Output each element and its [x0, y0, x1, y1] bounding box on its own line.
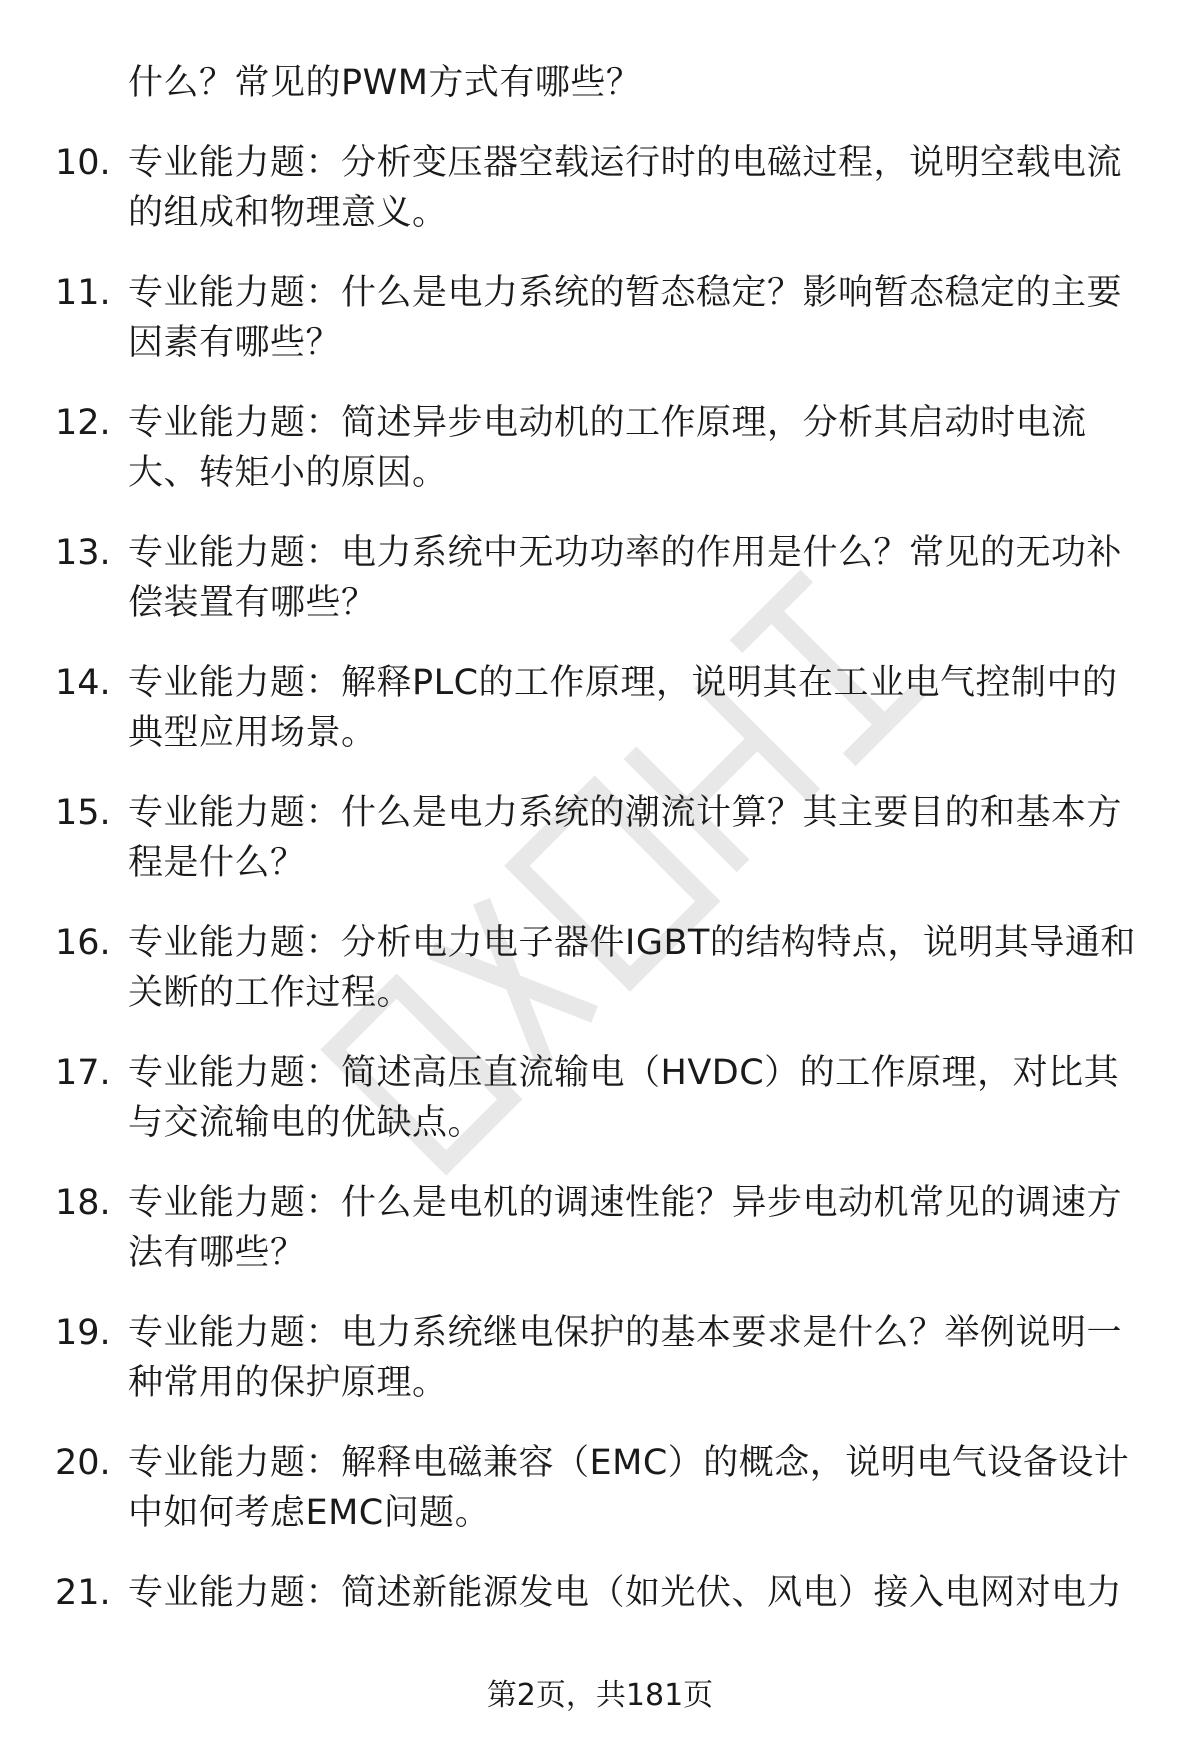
- question-text: 专业能力题：简述新能源发电（如光伏、风电）接入电网对电力: [128, 1573, 1123, 1613]
- question-text: 专业能力题：简述异步电动机的工作原理，分析其启动时电流大、转矩小的原因。: [128, 403, 1087, 493]
- question-item-19: [0, 1308, 1200, 1408]
- question-item-15: [0, 788, 1200, 888]
- question-number: 18.: [55, 1183, 111, 1223]
- question-text: 什么？常见的PWM方式有哪些？: [128, 63, 642, 103]
- question-number: 10.: [55, 143, 111, 183]
- page-number-footer: 第2页，共181页: [486, 1678, 714, 1713]
- question-item-13: [0, 528, 1200, 628]
- question-item-21: [0, 1568, 1200, 1618]
- question-text: 专业能力题：什么是电力系统的潮流计算？其主要目的和基本方程是什么？: [128, 793, 1123, 883]
- question-number: 15.: [55, 793, 111, 833]
- question-item-10: [0, 138, 1200, 238]
- question-number: 16.: [55, 923, 111, 963]
- question-number: 17.: [55, 1053, 111, 1093]
- question-number: 19.: [55, 1313, 111, 1353]
- question-continuation: [0, 58, 1200, 108]
- question-item-20: [0, 1438, 1200, 1538]
- question-text: 专业能力题：解释PLC的工作原理，说明其在工业电气控制中的典型应用场景。: [128, 663, 1118, 753]
- question-item-11: [0, 268, 1200, 368]
- question-text: 专业能力题：分析变压器空载运行时的电磁过程，说明空载电流的组成和物理意义。: [128, 143, 1123, 233]
- question-number: 12.: [55, 403, 111, 443]
- question-number: 14.: [55, 663, 111, 703]
- question-item-12: [0, 398, 1200, 498]
- question-text: 专业能力题：什么是电力系统的暂态稳定？影响暂态稳定的主要因素有哪些？: [128, 273, 1123, 363]
- question-item-17: [0, 1048, 1200, 1148]
- question-text: 专业能力题：电力系统继电保护的基本要求是什么？举例说明一种常用的保护原理。: [128, 1313, 1123, 1403]
- question-number: 13.: [55, 533, 111, 573]
- question-item-14: [0, 658, 1200, 758]
- question-number: 21.: [55, 1573, 111, 1613]
- question-item-18: [0, 1178, 1200, 1278]
- question-number: 11.: [55, 273, 111, 313]
- question-number: 20.: [55, 1443, 111, 1483]
- question-text: 专业能力题：什么是电机的调速性能？异步电动机常见的调速方法有哪些？: [128, 1183, 1123, 1273]
- question-text: 专业能力题：解释电磁兼容（EMC）的概念，说明电气设备设计中如何考虑EMC问题。: [128, 1443, 1130, 1533]
- question-text: 专业能力题：电力系统中无功功率的作用是什么？常见的无功补偿装置有哪些？: [128, 533, 1123, 623]
- question-text: 专业能力题：分析电力电子器件IGBT的结构特点，说明其导通和关断的工作过程。: [128, 923, 1136, 1013]
- question-text: 专业能力题：简述高压直流输电（HVDC）的工作原理，对比其与交流输电的优缺点。: [128, 1053, 1120, 1143]
- question-item-16: [0, 918, 1200, 1018]
- question-list: [0, 58, 1200, 1648]
